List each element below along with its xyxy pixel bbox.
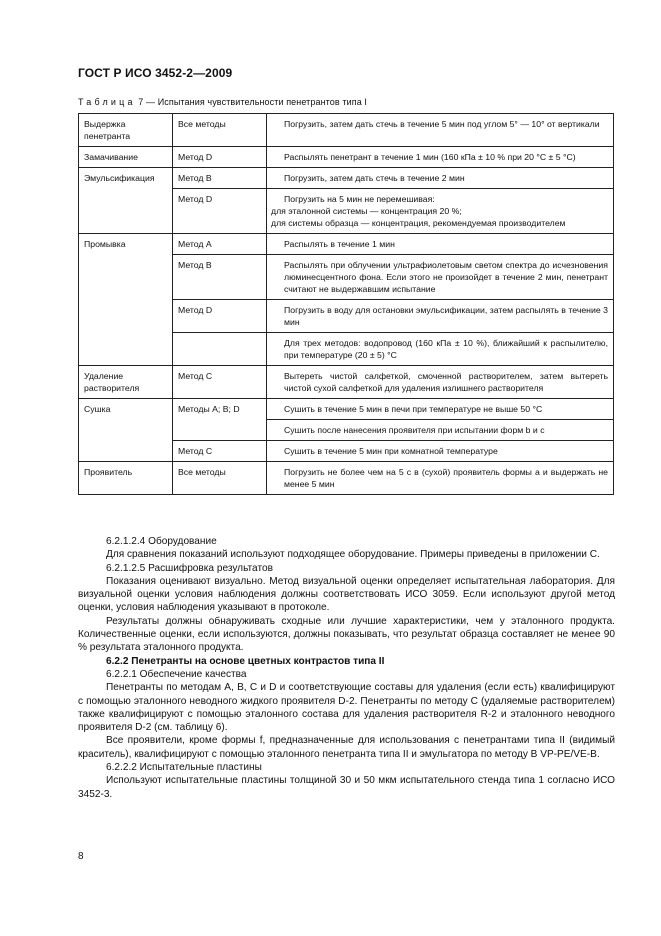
description-line: Распылять при облучении ультрафиолетовым светом спектра до исчезновения люминесцентного фона. Если этого не произойдет в течение 2 мин, пенетрант считают не выдержавшим испытание [284,260,608,294]
description-cell [267,147,614,168]
step-cell: Проявитель [79,462,173,495]
description-cell [267,333,614,366]
table-row [79,234,614,255]
table-row [79,168,614,189]
method-cell: Метод С [173,366,267,399]
description-line: Сушить в течение 5 мин при комнатной температуре [284,446,498,456]
step-cell: Замачивание [79,147,173,168]
description-cell [267,189,614,234]
description-cell [267,300,614,333]
step-cell: Эмульсификация [79,168,173,234]
table-caption-title: 7 — Испытания чувствительности пенетрантов типа I [135,97,368,107]
paragraph: Все проявители, кроме формы f, предназначенные для использования с пенетрантами типа II (видимый краситель), квалифицируют с помощью эталонного пенетранта типа II и эмульгатора по методу В VP-PE/VE-B. [78,735,615,760]
paragraph: 6.2.1.2.5 Расшифровка результатов [106,562,273,574]
description-cell [267,420,614,441]
table-row [79,114,614,147]
paragraph: 6.2.2.2 Испытательные пластины [106,762,262,774]
description-line: Распылять в течение 1 мин [284,239,395,249]
description-line: Погрузить в воду для остановки эмульсификации, затем распылять в течение 3 мин [284,305,608,327]
method-cell: Метод С [173,441,267,462]
description-cell [267,462,614,495]
penetrant-test-table [78,113,614,495]
method-cell: Все методы [173,114,267,147]
step-cell: Выдержка пенетранта [79,114,173,147]
step-cell: Промывка [79,234,173,366]
table-caption-word: Таблица [78,97,136,107]
description-line: Погрузить, затем дать стечь в течение 5 мин под углом 5° — 10° от вертикали [284,119,600,129]
method-cell: Метод В [173,255,267,300]
paragraph: 6.2.1.2.4 Оборудование [106,536,217,547]
section-heading: 6.2.2 Пенетранты на основе цветных контрастов типа II [106,655,385,667]
body-text [78,535,615,801]
description-line: для эталонной системы — концентрация 20 %; [271,206,462,216]
description-line: Вытереть чистой салфеткой, смоченной растворителем, затем вытереть чистой сухой салфеткой для удаления излишнего растворителя [284,371,608,393]
description-line: Распылять пенетрант в течение 1 мин (160 кПа ± 10 % при 20 °С ± 5 °С) [284,152,576,162]
method-cell: Все методы [173,462,267,495]
method-cell [173,333,267,366]
table-row [79,366,614,399]
paragraph: Результаты должны обнаруживать сходные или лучшие характеристики, чем у эталонного продукта. Количественные оценки, если используются, должны показывать, что результат образца составляет не менее 90 % результата эталонного продукта. [78,615,615,654]
method-cell: Методы А; В; D [173,399,267,441]
description-line: Для трех методов: водопровод (160 кПа ± 10 %), ближайший к распылителю, при температуре (20 ± 5) °С [284,338,608,360]
description-line: Сушить в течение 5 мин в печи при температуре не выше 50 °С [284,404,543,414]
table-row [79,462,614,495]
table-body [79,114,614,495]
description-cell [267,255,614,300]
table-row [79,399,614,420]
table-row [79,147,614,168]
description-cell [267,366,614,399]
description-cell [267,399,614,420]
description-line: Погрузить не более чем на 5 с в (сухой) проявитель формы а и выдержать не менее 5 мин [284,467,608,489]
description-line: Сушить после нанесения проявителя при испытании форм b и с [284,425,545,435]
paragraph: Используют испытательные пластины толщиной 30 и 50 мкм испытательного стенда типа 1 согласно ИСО 3452-3. [78,775,615,800]
method-cell: Метод D [173,189,267,234]
paragraph: Для сравнения показаний используют подходящее оборудование. Примеры приведены в приложении С. [106,549,600,561]
paragraph: Пенетранты по методам А, В, С и D и соответствующие составы для удаления (если есть) квалифицируют с помощью эталонного неводного жидкого проявителя D-2. Пенетранты по методу С (удаляемые растворителем) также квалифицируют с помощью эталонного состава для удаления растворителя R-2 и эталонного неводного проявителя D-2 (см. таблицу 6). [78,682,615,734]
description-line: Погрузить на 5 мин не перемешивая: [284,194,435,204]
method-cell: Метод D [173,147,267,168]
document-header: ГОСТ Р ИСО 3452-2—2009 [78,66,233,80]
method-cell: Метод В [173,168,267,189]
step-cell: Сушка [79,399,173,462]
page-number: 8 [78,851,84,862]
paragraph: 6.2.2.1 Обеспечение качества [106,668,247,680]
table-caption [78,97,367,107]
method-cell: Метод А [173,234,267,255]
paragraph: Показания оценивают визуально. Метод визуальной оценки определяет испытательная лаборатория. Для визуальной оценки условия наблюдения должны соответствовать ИСО 3059. Если используют другой метод оценки, условия наблюдения указывают в протоколе. [78,575,615,614]
description-line: для системы образца — концентрация, рекомендуемая производителем [271,218,566,228]
step-cell: Удаление растворителя [79,366,173,399]
description-line: Погрузить, затем дать стечь в течение 2 мин [284,173,465,183]
description-cell [267,114,614,147]
description-cell [267,441,614,462]
description-cell [267,234,614,255]
description-cell [267,168,614,189]
method-cell: Метод D [173,300,267,333]
